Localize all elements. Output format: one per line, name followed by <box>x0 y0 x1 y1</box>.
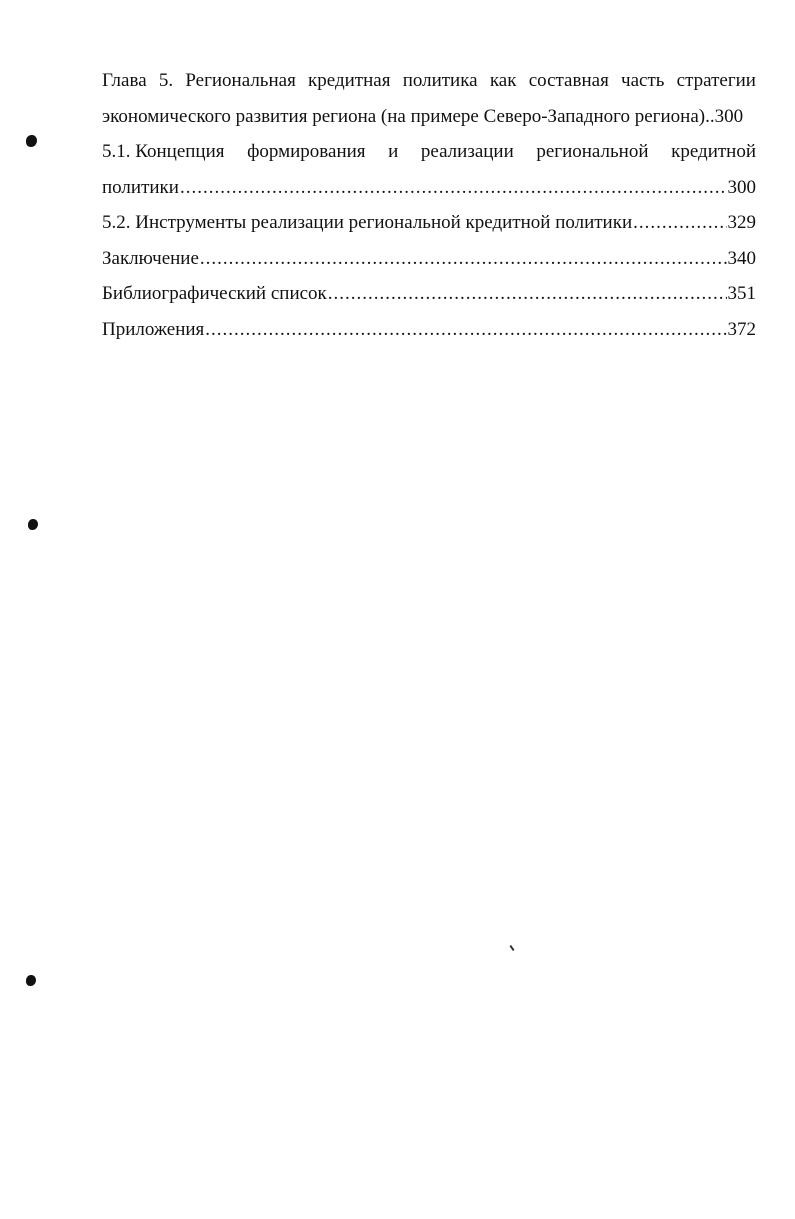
toc-entry-title: экономического развития региона (на примере Северо-Западного региона).. <box>102 105 715 127</box>
toc-entry-bibliography <box>102 276 756 312</box>
binding-hole-mark <box>26 135 37 147</box>
toc-word: формирования <box>247 141 366 162</box>
toc-word: кредитная <box>308 70 391 91</box>
dot-leader <box>200 241 727 277</box>
table-of-contents <box>102 63 756 347</box>
toc-entry-title: политики <box>102 176 179 198</box>
toc-word: политика <box>402 70 478 91</box>
dot-leader <box>180 170 727 206</box>
toc-entry-title: 5.2. Инструменты реализации региональной кредитной политики <box>102 212 633 233</box>
toc-page-number: 300 <box>714 105 744 127</box>
binding-hole-mark <box>28 519 38 530</box>
toc-page-number: 329 <box>727 212 756 233</box>
dot-leader <box>328 276 727 312</box>
toc-word: 5.1. Концепция <box>102 141 225 162</box>
toc-entry-section-5-1-line2 <box>102 170 756 206</box>
dot-leader <box>205 312 726 348</box>
toc-entry-title: Заключение <box>102 247 199 269</box>
toc-word: реализации <box>420 141 514 162</box>
toc-entry-title: Приложения <box>102 318 205 340</box>
toc-word: как <box>489 70 517 91</box>
toc-word: Региональная <box>185 70 296 91</box>
binding-hole-mark <box>26 975 36 986</box>
toc-entry-chapter-5-line2 <box>102 99 756 135</box>
toc-page-number: 340 <box>727 247 756 269</box>
toc-entry-section-5-2 <box>102 205 756 241</box>
toc-page-number: 300 <box>727 176 756 198</box>
toc-word: региональной <box>536 141 649 162</box>
toc-entry-appendices <box>102 312 756 348</box>
toc-entry-chapter-5-line1 <box>102 63 756 99</box>
toc-page-number: 372 <box>727 318 756 340</box>
toc-word: составная <box>528 70 609 91</box>
toc-entry-section-5-1-line1 <box>102 134 756 170</box>
toc-word: часть <box>621 70 665 91</box>
toc-word: кредитной <box>671 141 756 162</box>
stray-mark <box>509 945 514 951</box>
toc-entry-title: Библиографический список <box>102 283 327 304</box>
toc-entry-conclusion <box>102 241 756 277</box>
dot-leader <box>633 205 726 241</box>
toc-word: стратегии <box>676 70 756 91</box>
toc-page-number: 351 <box>727 283 756 304</box>
toc-word: Глава <box>102 70 147 91</box>
toc-word: 5. <box>158 70 174 91</box>
toc-word: и <box>388 141 399 162</box>
